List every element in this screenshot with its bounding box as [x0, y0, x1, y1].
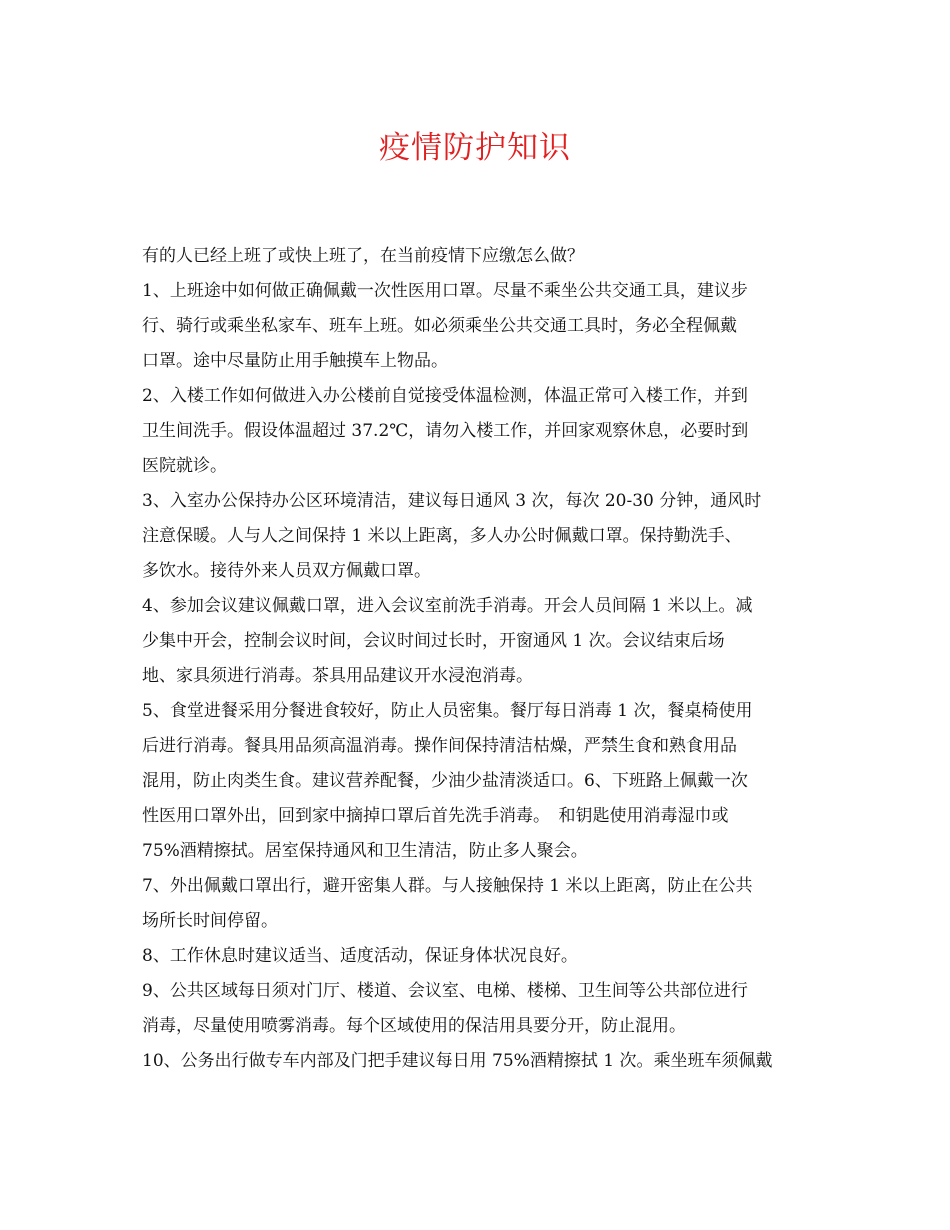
text-line: 行、骑行或乘坐私家车、班车上班。如必须乘坐公共交通工具时，务必全程佩戴 [142, 316, 737, 336]
text-line: 多饮水。接待外来人员双方佩戴口罩。 [142, 561, 431, 581]
text-line: 混用，防止肉类生食。建议营养配餐，少油少盐清淡适口。6、下班路上佩戴一次 [142, 771, 748, 791]
text-line: 9、公共区域每日须对门厅、楼道、会议室、电梯、楼梯、卫生间等公共部位进行 [142, 981, 748, 1001]
text-line: 性医用口罩外出，回到家中摘掉口罩后首先洗手消毒。 和钥匙使用消毒湿巾或 [142, 806, 729, 826]
text-line: 场所长时间停留。 [142, 911, 278, 931]
text-line: 医院就诊。 [142, 456, 227, 476]
text-line: 消毒，尽量使用喷雾消毒。每个区域使用的保洁用具要分开，防止混用。 [142, 1016, 686, 1036]
text-line: 7、外出佩戴口罩出行，避开密集人群。与人接触保持 1 米以上距离，防止在公共 [142, 876, 753, 896]
text-line: 75%酒精擦拭。居室保持通风和卫生清洁，防止多人聚会。 [142, 841, 588, 861]
text-line: 10、公务出行做专车内部及门把手建议每日用 75%酒精擦拭 1 次。乘坐班车须佩戴 [142, 1051, 773, 1071]
text-line: 1、上班途中如何做正确佩戴一次性医用口罩。尽量不乘坐公共交通工具，建议步 [142, 281, 748, 301]
text-line: 卫生间洗手。假设体温超过 37.2℃，请勿入楼工作，并回家观察休息，必要时到 [142, 421, 749, 441]
text-line: 8、工作休息时建议适当、适度活动，保证身体状况良好。 [142, 946, 578, 966]
text-line: 有的人已经上班了或快上班了，在当前疫情下应缴怎么做？ [142, 246, 584, 266]
page-title: 疫情防护知识 [379, 130, 571, 166]
text-line: 5、食堂进餐采用分餐进食较好，防止人员密集。餐厅每日消毒 1 次，餐桌椅使用 [142, 701, 753, 721]
text-line: 注意保暖。人与人之间保持 1 米以上距离，多人办公时佩戴口罩。保持勤洗手、 [142, 526, 742, 546]
text-line: 少集中开会，控制会议时间，会议时间过长时，开窗通风 1 次。会议结束后场 [142, 631, 725, 651]
text-line: 口罩。途中尽量防止用手触摸车上物品。 [142, 351, 448, 371]
text-line: 地、家具须进行消毒。茶具用品建议开水浸泡消毒。 [142, 666, 533, 686]
text-line: 2、入楼工作如何做进入办公楼前自觉接受体温检测，体温正常可入楼工作，并到 [142, 386, 748, 406]
text-line: 3、入室办公保持办公区环境清洁，建议每日通风 3 次，每次 20-30 分钟，通风时 [142, 491, 762, 511]
document-body [142, 239, 812, 1079]
text-line: 4、参加会议建议佩戴口罩，进入会议室前洗手消毒。开会人员间隔 1 米以上。减 [142, 596, 753, 616]
text-line: 后进行消毒。餐具用品须高温消毒。操作间保持清洁枯燥，严禁生食和熟食用品 [142, 736, 737, 756]
